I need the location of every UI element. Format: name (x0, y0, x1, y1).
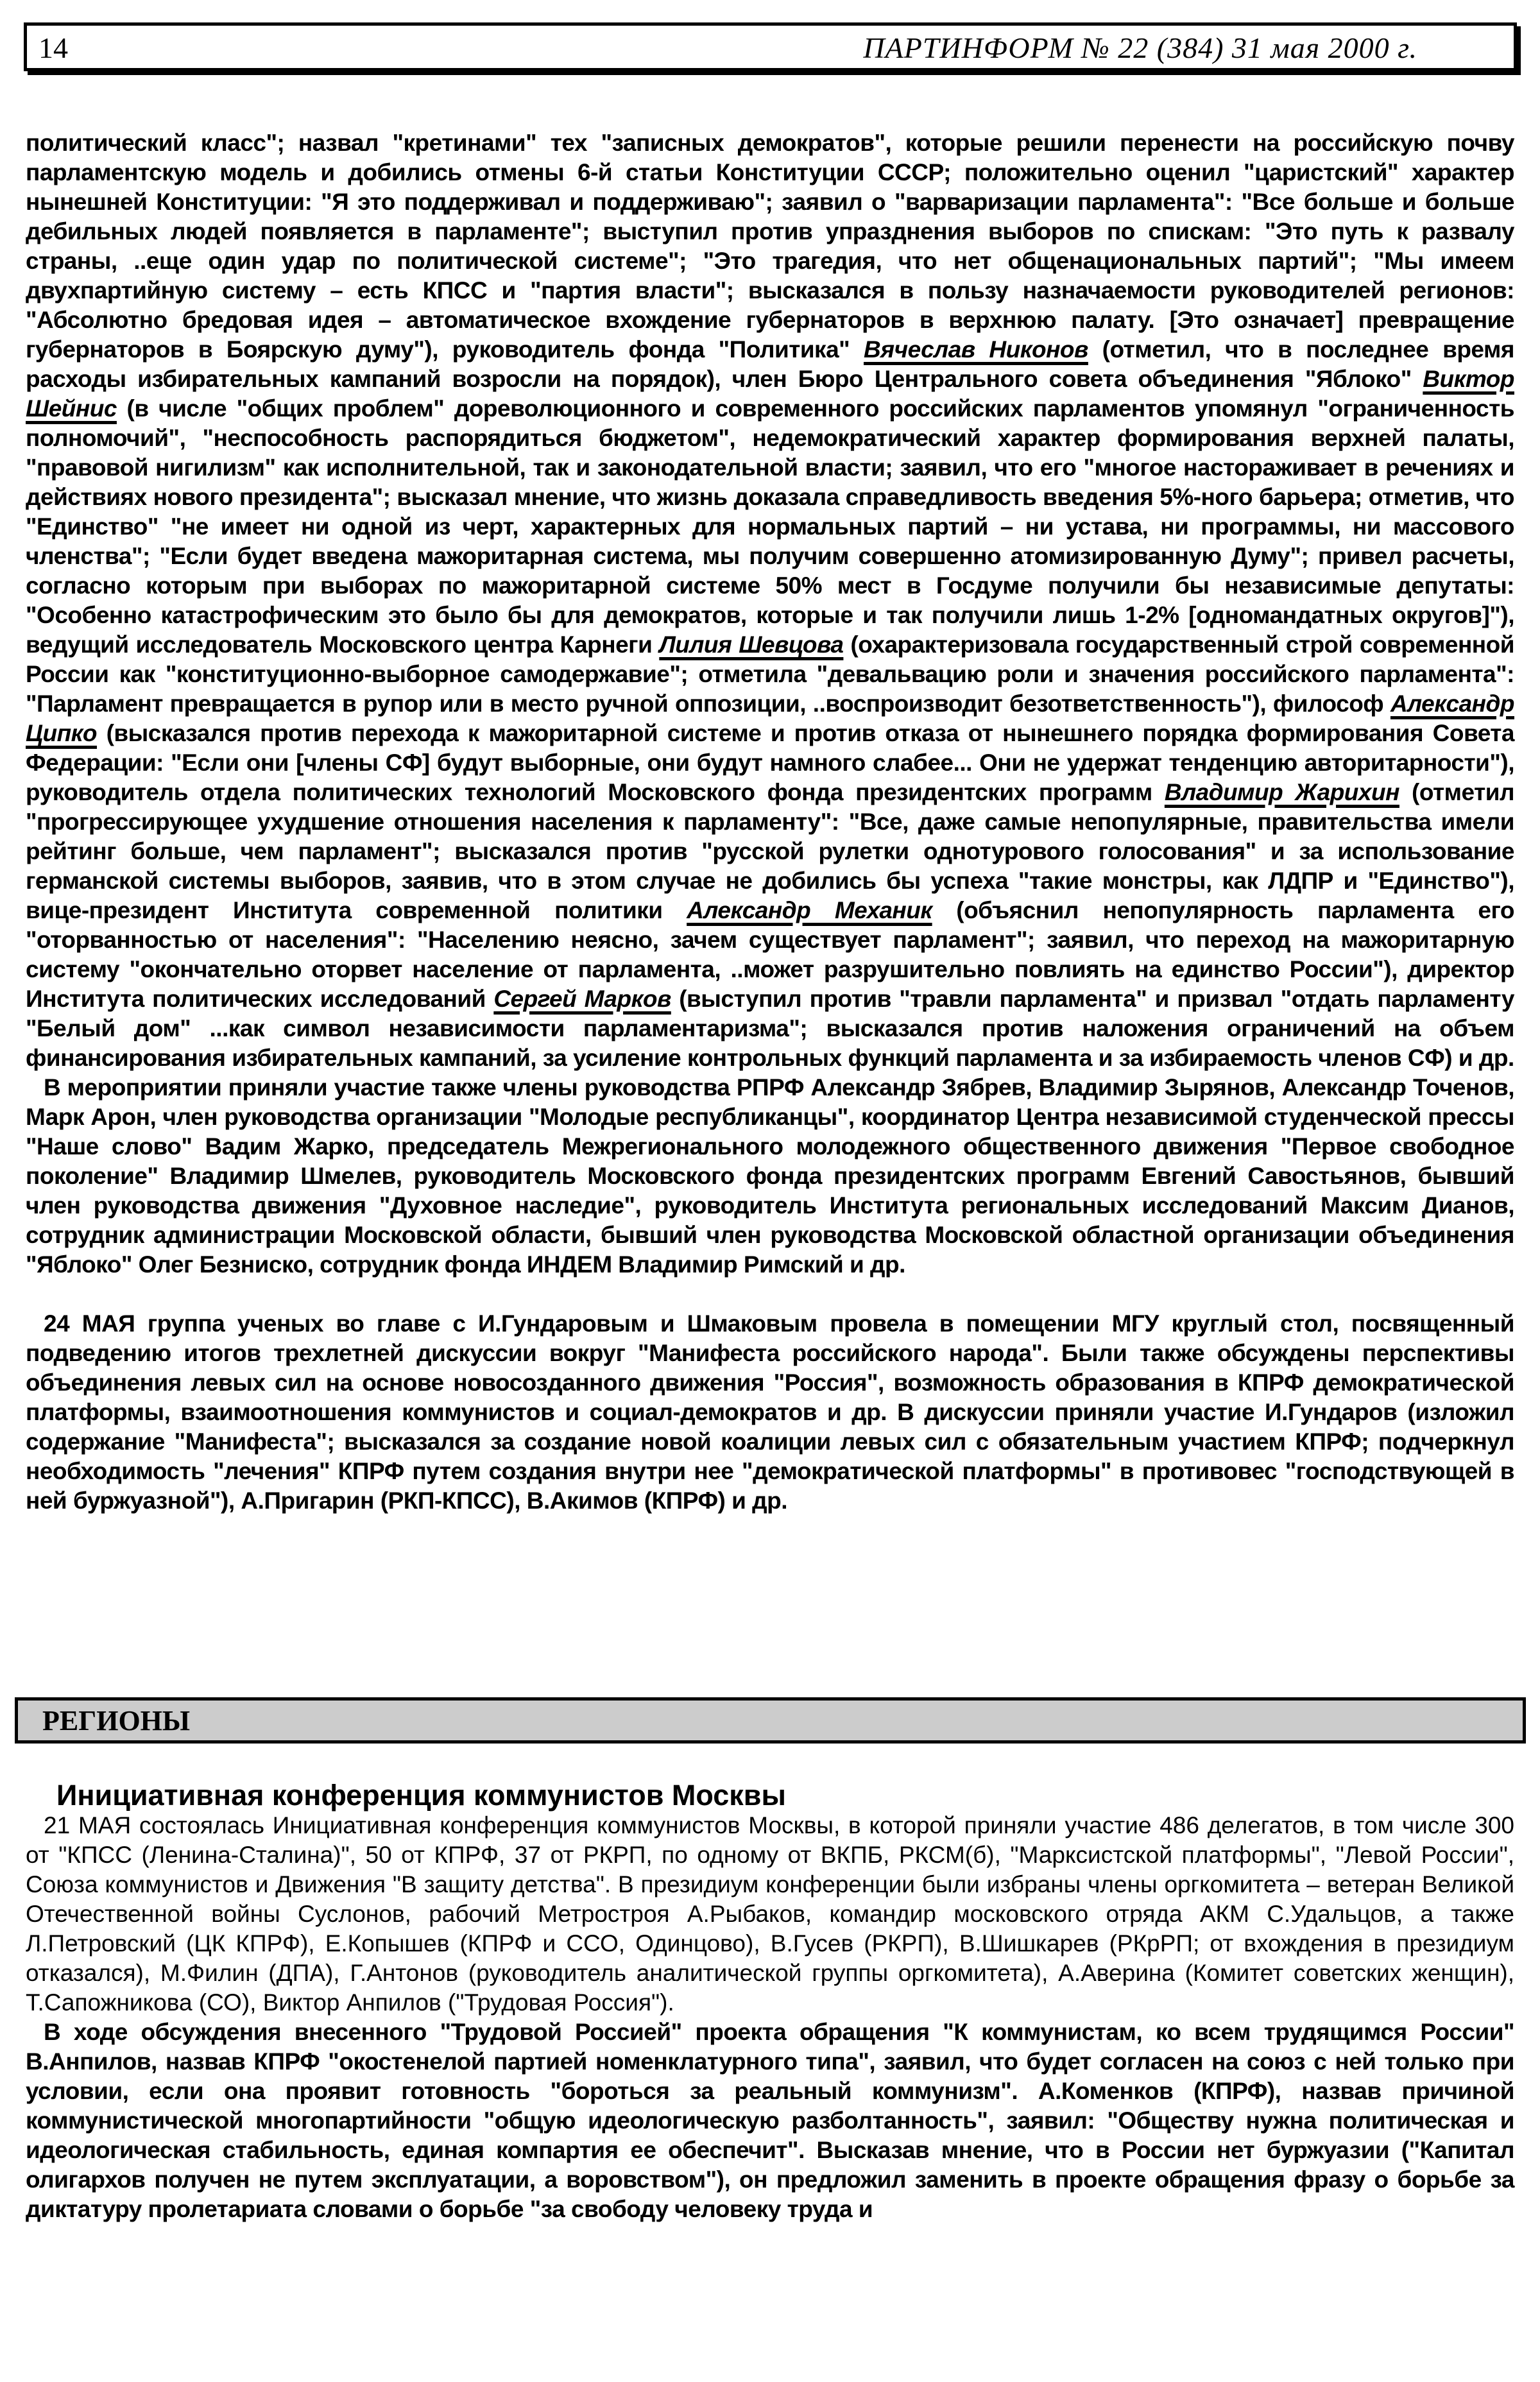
paragraph-discussion: В ходе обсуждения внесенного "Трудовой Россией" проекта обращения "К коммунистам, ко всем трудящимся России" В.Анпилов, назвав КПРФ "окостенелой партией номенклатурного типа", заявил, что будет согласен на союз с ней только при условии, если она проявит готовность "бороться за реальный коммунизм". А.Коменков (КПРФ), назвав причиной коммунистической многопартийности "общую идеологическую разболтанность", заявил: "Обществу нужна политическая и идеологическая стабильность, единая компартия ее обеспечит". Высказав мнение, что в России нет буржуазии ("Капитал олигархов получен не путем эксплуатации, а воровством"), он предложил заменить в проекте обращения фразу о борьбе за диктатуру пролетариата словами о борьбе "за свободу человеку труда и (26, 2019, 1514, 2222)
page-header (24, 22, 1517, 71)
spacer (26, 1280, 1514, 1309)
paragraph (26, 128, 1514, 1073)
text-run: (в числе "общих проблем" дореволюционного и современного российских парламентов упомянул "ограниченность полномочий", "неспособность распорядиться бюджетом", недемократический характер формирования верхней палаты, "правовой нигилизм" как исполнительной, так и законодательной власти; заявил, что его "многое настораживает в речениях и действиях нового президента"; высказал мнение, что жизнь доказала справедливость введения 5%-ного барьера; отметив, что "Единство" "не имеет ни одной из черт, характерных для нормальных партий – ни устава, ни программы, ни массового членства"; "Если будет введена мажоритарная система, мы получим совершенно атомизированную Думу"; привел расчеты, согласно которым при выборах по мажоритарной системе 50% мест в Госдуме получили бы независимые депутаты: "Особенно катастрофическим это было бы для демократов, которые и так получили лишь 1-2% [одномандатных округов]"), ведущий исследователь Московского центра Карнеги (26, 395, 1514, 658)
text-run: политический класс"; назвал "кретинами" тех "записных демократов", которые решили перенести на российскую почву парламентскую модель и добились отмены 6-й статьи Конституции СССР; положительно оценил "царистский" характер нынешней Конституции: "Я это поддерживал и поддерживаю"; заявил о "варваризации парламента": "Все больше и больше дебильных людей появляется в парламенте"; выступил против упразднения выборов по спискам: "Это путь к развалу страны, ..еще один удар по политической системе"; "Это трагедия, что нет общенациональных партий"; "Мы имеем двухпартийную систему – есть КПСС и "партия власти"; высказался в пользу назначаемости руководителей регионов: "Абсолютно бредовая идея – автоматическое вхождение губернаторов в верхнюю палату. [Это означает] превращение губернаторов в Боярскую думу"), руководитель фонда "Политика" (26, 130, 1514, 363)
person-name-link: Александр Механик (687, 897, 932, 923)
regions-article (26, 1811, 1514, 2224)
paragraph-participants: В мероприятии приняли участие также члены руководства РПРФ Александр Зябрев, Владимир Зырянов, Александр Точенов, Марк Арон, член руководства организации "Молодые республиканцы", координатор Центра независимой студенческой прессы "Наше слово" Вадим Жарко, председатель Межрегионального молодежного общественного движения "Первое свободное поколение" Владимир Шмелев, руководитель Московского фонда президентских программ Евгений Савостьянов, бывший член руководства движения "Духовное наследие", руководитель Института региональных исследований Максим Дианов, сотрудник администрации Московской области, бывший член руководства Московской областной организации объединения "Яблоко" Олег Безниско, сотрудник фонда ИНДЕМ Владимир Римский и др. (26, 1074, 1514, 1278)
section-title: РЕГИОНЫ (42, 1705, 191, 1736)
person-name-link: Виктор Шейнис (26, 366, 1514, 422)
text-run: (объяснил непопулярность парламента его "оторванностью от населения": "Населению неясно, зачем существует парламент"; заявил, что переход на мажоритарную систему "окончательно оторвет население от парламента, ..может разрушительно повлиять на единство России"), директор Института политических исследований (26, 897, 1514, 1012)
text-run: (отметил "прогрессирующее ухудшение отношения населения к парламенту": "Все, даже самые непопулярные, правительства имели рейтинг больше, чем парламент"; высказался против "русской рулетки однотурового голосования" и за использование германской системы выборов, заявив, что в этом случае не добились бы успеха "такие монстры, как ЛДПР и "Единство"), вице-президент Института современной политики (26, 779, 1514, 923)
paragraph-may-24: 24 МАЯ группа ученых во главе с И.Гундаровым и Шмаковым провела в помещении МГУ круглый стол, посвященный подведению итогов трехлетней дискуссии вокруг "Манифеста российского народа". Были также обсуждены перспективы объединения левых сил на основе новосозданного движения "Россия", возможность образования в КПРФ демократической платформы, взаимоотношения коммунистов и социал-демократов и др. В дискуссии приняли участие И.Гундаров (изложил содержание "Манифеста"; высказался за создание новой коалиции левых сил с обязательным участием КПРФ; подчеркнул необходимость "лечения" КПРФ путем создания внутри нее "демократической платформы" в противовес "господствующей в ней буржуазной"), А.Пригарин (РКП-КПСС), В.Акимов (КПРФ) и др. (26, 1310, 1514, 1514)
person-name-link: Вячеслав Никонов (863, 336, 1088, 363)
article-title: Инициативная конференция коммунистов Москвы (56, 1779, 786, 1812)
page-number: 14 (38, 31, 68, 64)
issue-title: ПАРТИНФОРМ № 22 (384) 31 мая 2000 г. (863, 31, 1417, 64)
top-article (26, 128, 1514, 1516)
person-name-link: Сергей Марков (493, 986, 671, 1012)
text-run: (отметил, что в последнее время расходы избирательных кампаний возросли на порядок), член Бюро Центрального совета объединения "Яблоко" (26, 336, 1514, 392)
text-run: (высказался против перехода к мажоритарной системе и против отказа от нынешнего порядка формирования Совета Федерации: "Если они [члены СФ] будут выборные, они будут намного слабее... Они не удержат тенденцию авторитарности"), руководитель отдела политических технологий Московского фонда президентских программ (26, 720, 1514, 805)
text-run: (выступил против "травли парламента" и призвал "отдать парламенту "Белый дом" ...как символ независимости парламентаризма"; высказался против наложения ограничений на объем финансирования избирательных кампаний, за усиление контрольных функций парламента и за избираемость членов СФ) и др. (26, 986, 1514, 1071)
person-name-link: Лилия Шевцова (659, 631, 844, 658)
paragraph-conference: 21 МАЯ состоялась Инициативная конференция коммунистов Москвы, в которой приняли участие 486 делегатов, в том числе 300 от "КПСС (Ленина-Сталина)", 50 от КПРФ, 37 от РКРП, по одному от ВКПБ, РКСМ(б), "Марксистской платформы", "Левой России", Союза коммунистов и Движения "В защиту детства". В президиум конференции были избраны члены оргкомитета – ветеран Великой Отечественной войны Суслонов, рабочий Метростроя А.Рыбаков, командир московского отряда АКМ С.Удальцов, а также Л.Петровский (ЦК КПРФ), Е.Копышев (КПРФ и ССО, Одинцово), В.Гусев (РКРП), В.Шишкарев (РКрРП; от вхождения в президиум отказался), М.Филин (ДПА), Г.Антонов (руководитель аналитической группы оргкомитета), А.Аверина (Комитет советских женщин), Т.Сапожникова (СО), Виктор Анпилов ("Трудовая Россия"). (26, 1812, 1514, 2016)
person-name-link: Александр Ципко (26, 690, 1514, 746)
text-run: (охарактеризовала государственный строй современной России как "конституционно-выборное самодержавие"; отметила "девальвацию роли и значения российского парламента": "Парламент превращается в рупор или в место ручной оппозиции, ..воспроизводит безответственность"), философ (26, 631, 1514, 717)
section-banner (15, 1697, 1526, 1744)
person-name-link: Владимир Жарихин (1164, 779, 1399, 805)
